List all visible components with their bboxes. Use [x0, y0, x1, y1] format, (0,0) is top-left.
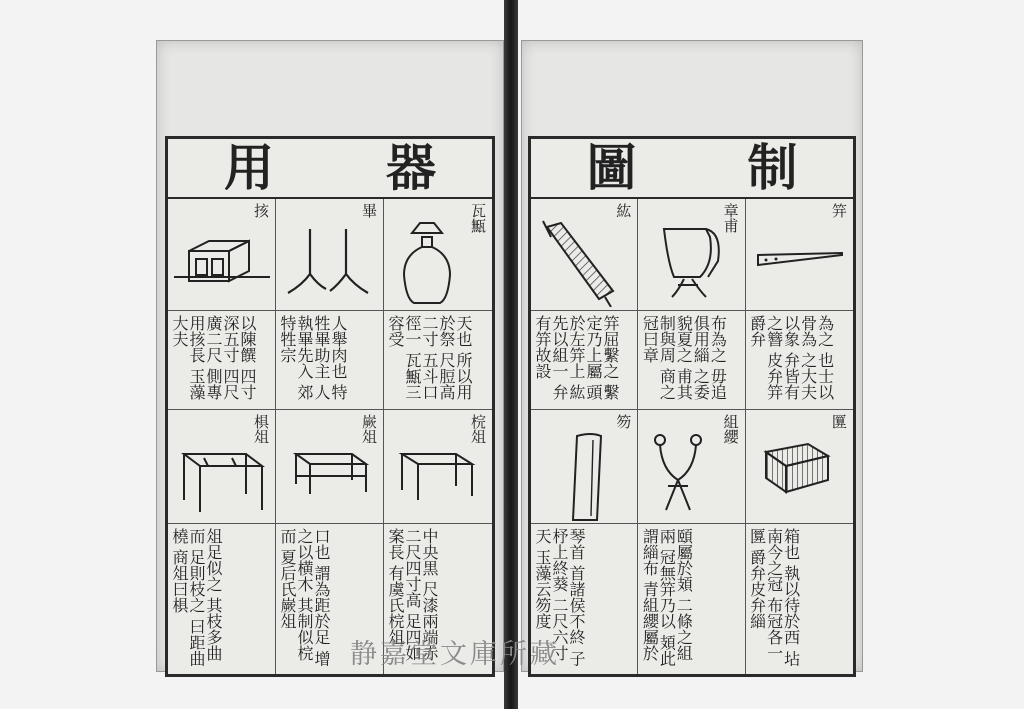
commentary-text: 為之 也士以骨為 之大夫以象 弁皆有之簪 皮弁笄爵弁: [747, 315, 835, 401]
right-page-title: [531, 139, 853, 199]
item-label: 紘: [614, 203, 633, 218]
tablet-icon: [557, 430, 627, 522]
item-cell: [531, 199, 638, 311]
right-frame: [528, 136, 856, 677]
left-grid: [168, 199, 492, 674]
vase-icon: [390, 219, 470, 305]
item-cell: [276, 199, 384, 311]
fork-pair-icon: [282, 219, 372, 303]
commentary-text: 箱也 執以待於西 坫南今之冠 布冠各一匴 爵弁皮弁緇: [747, 528, 801, 667]
collection-watermark: 静嘉堂文庫所藏: [350, 639, 560, 670]
item-cell: [168, 410, 276, 524]
text-cell: [638, 524, 745, 674]
right-page: [521, 40, 863, 672]
item-cell: [638, 199, 745, 311]
table-frame-icon: [174, 219, 270, 303]
text-cell: [168, 311, 276, 410]
item-label: 笄: [830, 203, 848, 218]
text-cell: [384, 311, 492, 410]
title-char: 器: [386, 138, 436, 197]
item-cell: [746, 410, 853, 524]
item-cell: [384, 410, 492, 524]
item-label: 梡俎: [469, 414, 487, 444]
item-label: 章甫: [721, 203, 740, 233]
item-cell: [384, 199, 492, 311]
commentary-text: 俎足似之 其枝多曲而 足則枝之 曰距曲橈 商俎曰椇: [170, 528, 223, 667]
item-label: 組纓: [721, 414, 740, 444]
commentary-text: 人舉肉也 特牲畢助主 人執畢先入 郊特牲宗: [278, 315, 348, 401]
commentary-text: 琴首 首諸侯不終 子杼上終葵 二尺六寸天 玉藻云笏度: [533, 528, 586, 667]
hairpin-icon: [752, 245, 848, 305]
right-grid: [531, 199, 853, 674]
title-char: 用: [224, 138, 274, 197]
left-page-title: [168, 139, 492, 199]
text-cell: [638, 311, 745, 410]
cap-icon: [644, 219, 734, 307]
item-label: 匴: [830, 414, 848, 429]
item-label: 瓦甒: [469, 203, 487, 233]
text-cell: [531, 311, 638, 410]
item-cell: [168, 199, 276, 311]
item-cell: [531, 410, 638, 524]
item-label: 嶡俎: [360, 414, 378, 444]
text-cell: [168, 524, 276, 674]
commentary-text: 頤屬於頍 二條之組兩 冠無笄乃以 頍此謂緇布 青組纓屬於: [640, 528, 694, 667]
text-cell: [746, 311, 853, 410]
table-icon: [390, 434, 486, 524]
commentary-text: 中央黒 尺漆兩端赤 二尺四寸高 足四如案長 有虞氏梡俎: [386, 528, 439, 662]
commentary-text: 天也 所以用於祭 尺脰高二寸 五斗口徑一 瓦甒三容受: [386, 315, 473, 401]
title-char: 制: [747, 138, 798, 197]
tassel-icon: [644, 430, 724, 522]
text-cell: [746, 524, 853, 674]
item-cell: [276, 410, 384, 524]
commentary-text: 以陳饌 四寸深五寸 四尺廣二尺 側專用㧡長 玉藻大夫: [170, 315, 257, 401]
item-label: 椇俎: [252, 414, 270, 444]
item-label: 笏: [614, 414, 633, 429]
commentary-text: 口也 謂為距於足 增之以横木 其制似梡而 夏后氏嶡俎: [278, 528, 331, 667]
commentary-text: 笄屈繫之 繫定乃上屬 頭於左笄上 紘先以組一 弁有笄故設: [533, 315, 620, 401]
table-icon: [174, 434, 270, 524]
text-cell: [276, 311, 384, 410]
commentary-text: 布為之 毋追俱用緇 之委貌夏之 甫其制與周 商之冠曰章: [640, 315, 728, 401]
item-cell: [638, 410, 745, 524]
basket-icon: [752, 436, 842, 524]
sash-icon: [537, 219, 627, 307]
left-frame: [165, 136, 495, 677]
item-cell: [746, 199, 853, 311]
title-char: 圖: [586, 138, 637, 197]
item-label: 㧡: [252, 203, 270, 218]
book-spine: [504, 0, 518, 709]
item-label: 畢: [360, 203, 378, 218]
table-icon: [282, 434, 378, 524]
left-page: [156, 40, 504, 672]
